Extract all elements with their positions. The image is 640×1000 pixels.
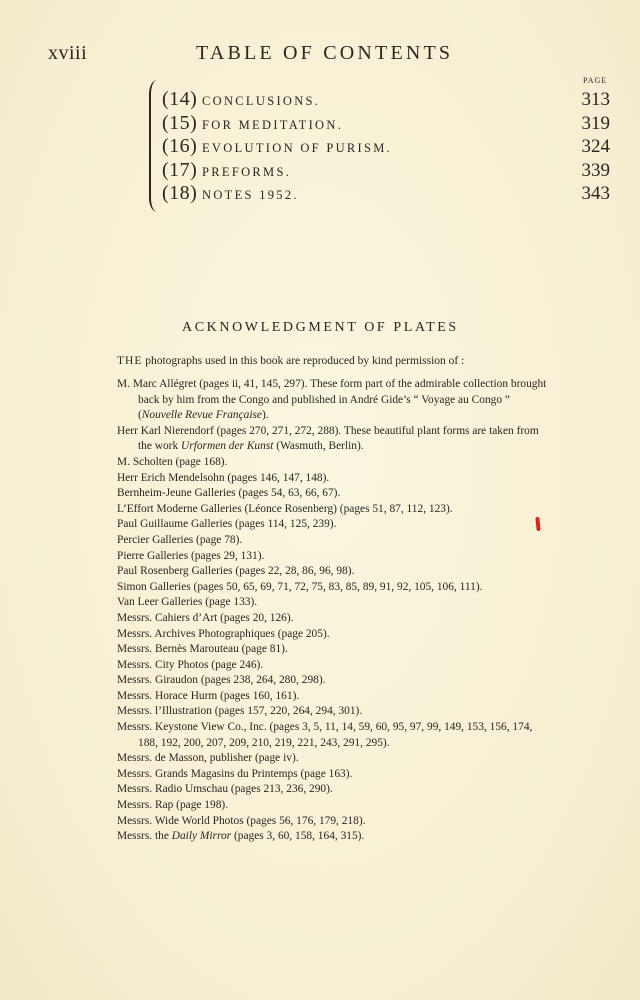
credit-text: Messrs. the (117, 830, 172, 843)
credit-after: ). (261, 409, 269, 422)
running-title: TABLE OF CONTENTS (196, 42, 454, 64)
credit-entry (117, 580, 547, 596)
credit-text: M. Marc Allégret (pages ii, 41, 145, 297). These form part of the admirable collection brought back by him from the Congo and published in André Gide’s “ Voyage au Congo ” ( (117, 378, 547, 422)
credit-text: Messrs. de Masson, publisher (page iv). (117, 752, 299, 765)
credit-text: Van Leer Galleries (page 133). (117, 596, 258, 609)
credit-entry (117, 767, 547, 783)
credit-italic: Nouvelle Revue Française (141, 409, 262, 422)
plates-intro (117, 355, 464, 367)
credit-text: Percier Galleries (page 78). (117, 533, 243, 546)
toc-entry (162, 88, 612, 112)
credit-text: Paul Rosenberg Galleries (pages 22, 28, 86, 96, 98). (117, 565, 355, 578)
toc-entry (162, 112, 612, 136)
credit-text: Messrs. Grands Magasins du Printemps (page 163). (117, 767, 353, 780)
toc-entry-page: 339 (581, 159, 610, 181)
credit-entry (117, 798, 547, 814)
plates-heading: ACKNOWLEDGMENT OF PLATES (182, 320, 459, 335)
credit-text: Paul Guillaume Galleries (pages 114, 125, 239). (117, 518, 337, 531)
toc-entry-page: 343 (581, 183, 610, 204)
credit-text: Pierre Galleries (pages 29, 131). (117, 549, 265, 562)
credit-entry (117, 455, 547, 471)
credit-text: Simon Galleries (pages 50, 65, 69, 71, 72, 75, 83, 85, 89, 91, 92, 105, 106, 111). (117, 580, 483, 593)
credit-after: (pages 3, 60, 158, 164, 315). (231, 830, 365, 843)
credit-text: Messrs. l’Illustration (pages 157, 220, 264, 294, 301). (117, 705, 363, 718)
credit-entry (117, 689, 547, 705)
credit-text: Messrs. Keystone View Co., Inc. (pages 3, 5, 11, 14, 59, 60, 95, 97, 99, 149, 153, 156, 174, 188, 192, 200, 207, 209, 210, 219, 221, 243, 291, 295). (117, 721, 533, 749)
credit-entry (117, 595, 547, 611)
toc-entry-title: CONCLUSIONS. (202, 94, 321, 108)
toc-entry (162, 159, 612, 183)
credit-entry (117, 704, 547, 720)
intro-lead: THE (117, 355, 143, 367)
credit-entry (117, 673, 547, 689)
credit-entry (117, 627, 547, 643)
toc-entry-number: (18) (162, 182, 198, 204)
credit-entry (117, 751, 547, 767)
credit-entry (117, 658, 547, 674)
toc-entry-page: 313 (581, 89, 610, 110)
toc-entry-number: (15) (162, 111, 198, 134)
toc-entry-title: NOTES 1952. (202, 188, 299, 202)
credit-text: L’Effort Moderne Galleries (Léonce Rosenberg) (pages 51, 87, 112, 123). (117, 502, 453, 515)
credit-text: Messrs. Cahiers d’Art (pages 20, 126). (117, 611, 294, 624)
credit-entry (117, 814, 547, 830)
credit-text: Messrs. Archives Photographiques (page 205). (117, 627, 330, 640)
credit-entry (117, 486, 547, 502)
credit-entry (117, 471, 547, 487)
credit-entry (117, 549, 547, 565)
toc-entry-number: (16) (162, 135, 198, 157)
credit-text: M. Scholten (page 168). (117, 455, 228, 468)
credit-text: Messrs. Horace Hurm (pages 160, 161). (117, 689, 300, 702)
toc-entry-title: PREFORMS. (202, 164, 292, 179)
credit-entry (117, 517, 547, 533)
credit-after: (Wasmuth, Berlin). (273, 440, 364, 453)
credit-text: Messrs. Wide World Photos (pages 56, 176, 179, 218). (117, 814, 366, 827)
credit-text: Messrs. Radio Umschau (pages 213, 236, 290). (117, 783, 333, 796)
credit-entry (117, 502, 547, 518)
toc-entry-page: 324 (581, 136, 610, 157)
credit-italic: Urformen der Kunst (181, 440, 274, 453)
credit-entry (117, 611, 547, 627)
credit-entry (117, 564, 547, 580)
credit-text: Messrs. Giraudon (pages 238, 264, 280, 298). (117, 674, 326, 687)
toc-entry-page: 319 (581, 112, 610, 134)
toc-bracket (149, 80, 161, 212)
toc-entry (162, 135, 612, 159)
credit-entry (117, 642, 547, 658)
credit-entry (117, 533, 547, 549)
page-folio: xviii (48, 42, 88, 64)
credit-text: Herr Erich Mendelsohn (pages 146, 147, 148). (117, 471, 330, 484)
page-column-label: PAGE (583, 76, 608, 85)
credit-italic: Daily Mirror (171, 830, 232, 843)
credit-entry (117, 829, 547, 845)
credits-list (117, 377, 547, 845)
toc-entry-number: (17) (162, 158, 198, 181)
credit-entry (117, 782, 547, 798)
credit-entry (117, 720, 547, 751)
intro-text: photographs used in this book are reproduced by kind permission of : (142, 355, 465, 367)
toc-entry-title: EVOLUTION OF PURISM. (202, 141, 393, 155)
credit-text: Messrs. Bernès Marouteau (page 81). (117, 643, 288, 656)
toc-entry-title: FOR MEDITATION. (202, 117, 344, 132)
credit-entry (117, 424, 547, 455)
credit-text: Herr Karl Nierendorf (pages 270, 271, 272, 288). These beautiful plant forms are taken from the work (117, 424, 539, 453)
toc-entry (162, 182, 612, 206)
toc-list (162, 88, 612, 206)
credit-text: Bernheim-Jeune Galleries (pages 54, 63, 66, 67). (117, 487, 341, 500)
toc-entry-number: (14) (162, 88, 198, 110)
credit-text: Messrs. Rap (page 198). (117, 799, 229, 812)
credit-text: Messrs. City Photos (page 246). (117, 658, 264, 671)
credit-entry (117, 377, 547, 424)
